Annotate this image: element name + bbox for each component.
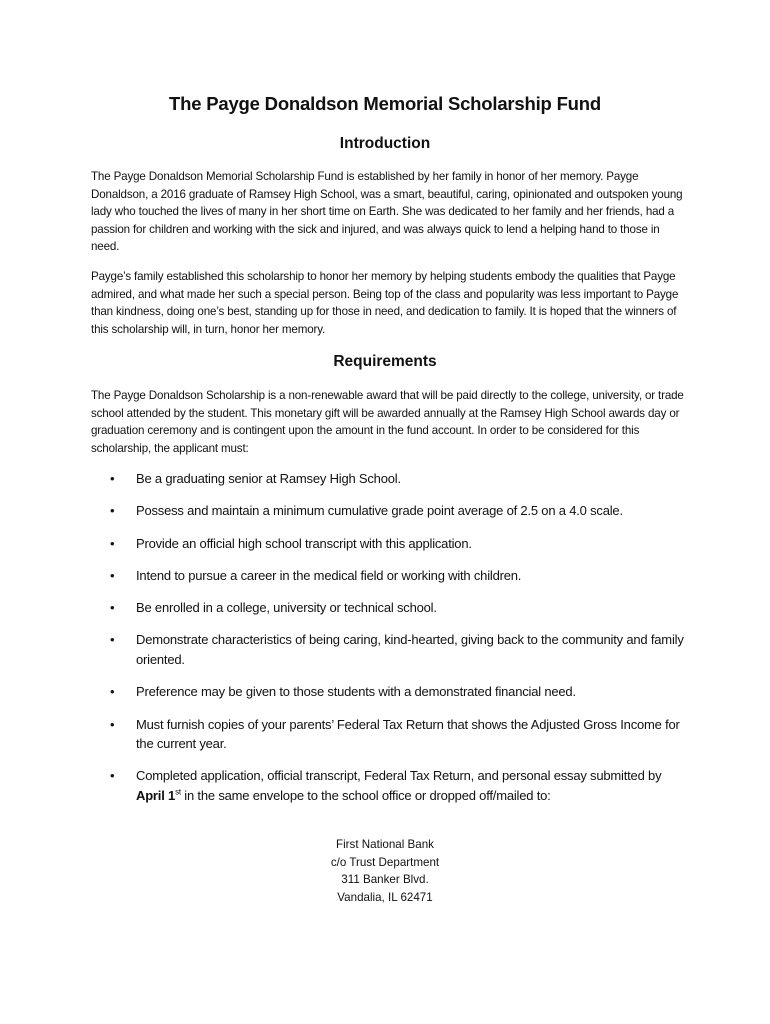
address-line-3: 311 Banker Blvd.	[341, 873, 429, 887]
address-line-4: Vandalia, IL 62471	[337, 890, 433, 904]
requirement-item	[110, 501, 690, 521]
requirement-item-submission	[110, 766, 690, 805]
introduction-heading: Introduction	[339, 135, 431, 152]
requirement-text: Must furnish copies of your parents’ Federal Tax Return that shows the Adjusted Gross Income for the current year.	[136, 716, 680, 752]
bullet-icon: •	[110, 535, 115, 551]
requirements-list	[110, 469, 690, 818]
bullet-icon: •	[110, 567, 115, 583]
bullet-icon: •	[110, 632, 115, 648]
bullet-icon: •	[110, 684, 115, 700]
requirements-heading: Requirements	[333, 353, 437, 370]
address-line-1: First National Bank	[336, 838, 434, 851]
requirement-item	[110, 469, 690, 489]
requirement-item	[110, 598, 690, 618]
requirement-text: Preference may be given to those students with a demonstrated financial need.	[136, 684, 576, 700]
submission-deadline-suffix: st	[175, 787, 181, 797]
bullet-icon: •	[110, 503, 115, 519]
requirement-text: Possess and maintain a minimum cumulative grade point average of 2.5 on a 4.0 scale.	[136, 503, 623, 519]
requirement-text: Provide an official high school transcript with this application.	[136, 535, 472, 551]
requirement-text: Be enrolled in a college, university or technical school.	[136, 600, 437, 616]
requirement-item	[110, 566, 690, 586]
requirement-item	[110, 534, 690, 554]
introduction-paragraph-1: The Payge Donaldson Memorial Scholarship Fund is established by her family in honor of her memory. Payge Donaldson, a 2016 graduate of Ramsey High School, was a smart, beautiful, caring, opinionated and outspoken young lady who touched the lives of many in her short time on Earth. She was dedicated to her family and her friends, had a passion for children and working with the sick and injured, and was always quick to lend a helping hand to those in need.	[91, 170, 683, 253]
requirement-item	[110, 630, 690, 669]
submission-deadline: April 1	[136, 787, 176, 803]
requirement-text: Intend to pursue a career in the medical field or working with children.	[136, 567, 522, 583]
introduction-paragraph-2: Payge’s family established this scholarship to honor her memory by helping students embody the qualities that Payge admired, and what made her such a special person. Being top of the class and popularity was less important to Payge than kindness, doing one’s best, standing up for those in need, and dedication to family. It is hoped that the winners of this scholarship will, in turn, honor her memory.	[91, 270, 679, 336]
mailing-address	[0, 836, 770, 906]
bullet-icon: •	[110, 471, 115, 486]
document-title: The Payge Donaldson Memorial Scholarship Fund	[169, 93, 601, 114]
requirement-text: Demonstrate characteristics of being caring, kind-hearted, giving back to the community and family oriented.	[136, 632, 684, 667]
address-line-2: c/o Trust Department	[330, 855, 440, 869]
requirement-text: Be a graduating senior at Ramsey High School.	[136, 471, 401, 486]
bullet-icon: •	[110, 768, 115, 784]
bullet-icon: •	[110, 600, 115, 616]
requirements-paragraph: The Payge Donaldson Scholarship is a non-renewable award that will be paid directly to the college, university, or trade school attended by the student. This monetary gift will be awarded annually at the Ramsey High School awards day or graduation ceremony and is contingent upon the amount in the fund account. In order to be considered for this scholarship, the applicant must:	[91, 389, 684, 455]
requirement-item	[110, 682, 690, 702]
submission-text-before: Completed application, official transcript, Federal Tax Return, and personal essay submitted by	[136, 768, 662, 784]
submission-text-after: in the same envelope to the school office or dropped off/mailed to:	[180, 787, 551, 803]
requirement-item	[110, 715, 690, 754]
bullet-icon: •	[110, 716, 115, 732]
